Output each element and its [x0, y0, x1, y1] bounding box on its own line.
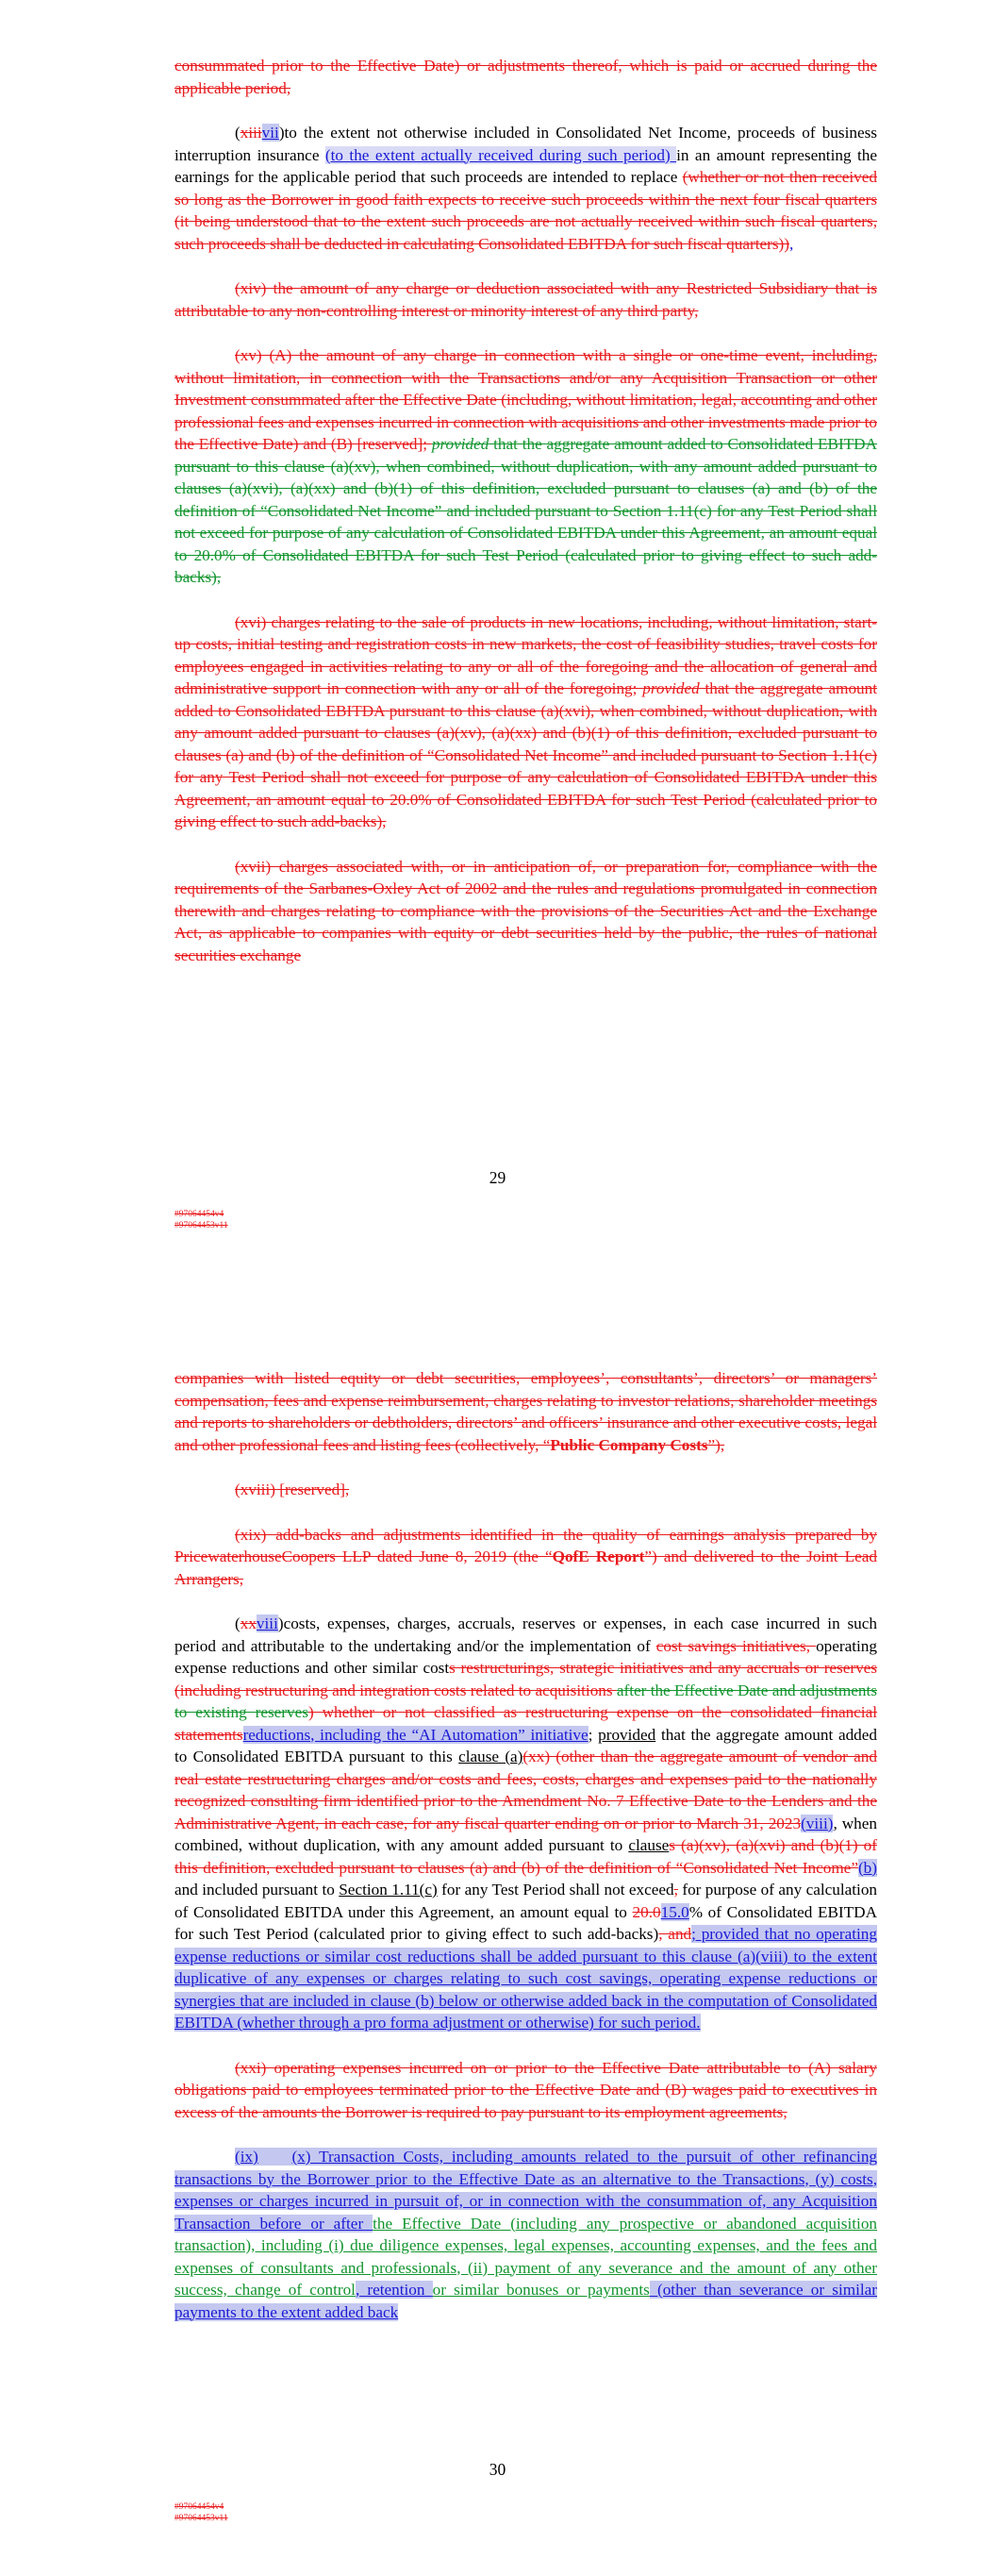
page-number: 30 [489, 2460, 506, 2479]
new-clause-number: (ix) [235, 2148, 258, 2166]
text: clause [628, 1836, 670, 1854]
paragraph-ix [174, 2146, 877, 2323]
deleted-text: , and [658, 1925, 692, 1943]
doc-id: #97064453v11 [174, 2513, 228, 2523]
deleted-text: (xvi) charges relating to the sale of products in new locations, including, without limitation, start-up costs, initial testing and registration costs in new markets, the cost of feasibility studies, travel costs for employees engaged in activities relating to any or all of the foregoing and the allocation of general and administrative support in connection with any or all of the foregoing; [174, 612, 877, 697]
inserted-text: , [788, 234, 794, 253]
text: ( [235, 124, 240, 142]
text: provided [598, 1725, 656, 1744]
text: operating expense reductions and other similar cost [174, 1636, 877, 1677]
text: that the aggregate amount added to Consolidated EBITDA pursuant to this [174, 1725, 877, 1765]
deleted-text: s restructurings, strategic initiatives and any accruals or reserves (including restructuring and integration costs related to acquisitions [174, 1659, 877, 1699]
deleted-text: (xvii) charges associated with, or in anticipation of, or preparation for, compliance with the requirements of the Sarbanes-Oxley Act of 2002 and the rules and regulations promulgated in connection therewith and charges relating to compliance with the provisions of the Securities Act and the Exchange Act, as applicable to companies with equity or debt securities held by the public, the rules of national securities exchange [174, 857, 877, 964]
old-clause-number: xx [240, 1614, 257, 1632]
deleted-defined-term: Public Company Costs [550, 1435, 708, 1454]
moved-text: that the aggregate amount added to Consolidated EBITDA pursuant to this clause (a)(xv), when combined, without duplication, with any amount added pursuant to clauses (a)(xvi), (a)(xx) and (b)(1) of this definition, excluded pursuant to clauses (a) and (b) of the definition of “Consolidated Net Income” and included pursuant to Section 1.11(c) for any Test Period shall not exceed for purpose of any calculation of Consolidated EBITDA under this Agreement, an amount equal to 20.0% of Consolidated EBITDA for such Test Period (calculated prior to giving effect to such add-backs), [174, 435, 877, 586]
paragraph-xii-continuation [174, 55, 877, 99]
text: clause (a) [458, 1748, 523, 1765]
old-clause-number: xiii [240, 124, 262, 142]
text: Section 1.11(c) [339, 1881, 438, 1899]
deleted-text: (xxi) operating expenses incurred on or prior to the Effective Date attributable to (A) salary obligations paid to employees terminated prior to the Effective Date and (B) wages paid to executives in excess of the amounts the Borrower is required to pay pursuant to its employment agreements, [174, 2058, 877, 2121]
deleted-text: 20.0 [632, 1902, 661, 1921]
deleted-text: consummated prior to the Effective Date) or adjustments thereof, which is paid or accrued during the applicable period, [174, 57, 877, 97]
paragraph-xv [174, 344, 877, 589]
paragraph-xvii-continuation [174, 1367, 877, 1456]
paragraph-viii [174, 1613, 877, 2034]
paragraph-xvii [174, 856, 877, 967]
new-clause-number: viii [256, 1614, 278, 1632]
deleted-defined-term: QofE Report [552, 1547, 645, 1565]
deleted-text: ; [423, 435, 432, 453]
inserted-text: 15.0 [660, 1902, 689, 1921]
text: in an amount representing the earnings for the applicable period that such proceeds are intended to replace [174, 145, 877, 186]
inserted-text: , retention [355, 2281, 433, 2299]
document-footer [174, 1210, 228, 1231]
new-clause-number: vii [261, 124, 279, 142]
text: , when combined, without duplication, with any amount added pursuant to [174, 1814, 878, 1854]
deleted-text: , [673, 1881, 678, 1899]
paragraph-xiv [174, 277, 877, 322]
deleted-text: s (a)(xv), (a)(xvi) and (b)(1) of this definition, excluded pursuant to clauses (a) and (b) of the definition of “Consolidated Net Income” [174, 1836, 877, 1877]
text: % of Consolidated EBITDA for such Test Period (calculated prior to giving effect to such add-backs) [174, 1902, 877, 1943]
paragraph-xxi [174, 2057, 877, 2124]
inserted-text: (other than severance or similar payments to the extent added back [174, 2281, 877, 2321]
page-number: 29 [489, 1168, 506, 1187]
text: for any Test Period shall not exceed [437, 1881, 674, 1899]
text: and included pursuant to [174, 1881, 340, 1899]
deleted-text: cost savings initiatives, [655, 1636, 817, 1655]
deleted-text: (xiv) the amount of any charge or deduction associated with any Restricted Subsidiary that is attributable to any non-controlling interest or minority interest of any third party, [174, 279, 877, 320]
moved-text: after the Effective Date and adjustments to existing reserves [174, 1681, 877, 1721]
document-footer [174, 2502, 228, 2524]
paragraph-xviii [174, 1479, 877, 1501]
deleted-text: ”), [707, 1435, 725, 1454]
deleted-text: ”) and delivered to the Joint Lead Arrangers, [174, 1547, 877, 1588]
deleted-text: provided [642, 679, 700, 697]
deleted-text: (whether or not then received so long as the Borrower in good faith expects to receive such proceeds within the next four fiscal quarters (it being understood that to the extent such proceeds are not actually received within such fiscal quarters, such proceeds shall be deducted in calculating Consolidated EBITDA for such fiscal quarters)) [174, 168, 877, 253]
deleted-text: (xix) add-backs and adjustments identified in the quality of earnings analysis prepared by PricewaterhouseCoopers LLP dated June 8, 2019 (the “ [174, 1525, 877, 1565]
inserted-text: ; provided that no operating expense reductions or similar cost reductions shall be added pursuant to this clause (a)(viii) to the extent duplicative of any expenses or charges relating to such cost savings, operating expense reductions or synergies that are included in clause (b) below or otherwise added back in the computation of Consolidated EBITDA (whether through a pro forma adjustment or otherwise) for such period. [174, 1925, 877, 2032]
deleted-text: (xv) (A) the amount of any charge in connection with a single or one-time event, including, without limitation, in connection with the Transactions and/or any Acquisition Transaction or other Investment consummated after the Effective Date (including, without limitation, legal, accounting and other professional fees and expenses incurred in connection with acquisitions and other investments made prior to the Effective Date) and (B) [reserved] [174, 346, 877, 453]
inserted-text: (b) [857, 1858, 877, 1877]
spacer [258, 2148, 292, 2166]
text: )costs, expenses, charges, accruals, reserves or expenses, in each case incurred in such period and attributable to the undertaking and/or the implementation of [174, 1614, 877, 1655]
text: ( [235, 1614, 240, 1632]
inserted-text: reductions, including the “AI Automation” initiative [242, 1725, 589, 1744]
inserted-text: (viii) [801, 1814, 834, 1832]
paragraph-xvi [174, 611, 877, 833]
paragraph-vii [174, 122, 877, 255]
doc-id: #97064454v4 [174, 1210, 224, 1219]
moved-text: provided [431, 435, 489, 453]
text: for purpose of any calculation of Consolidated EBITDA under this Agreement, an amount equal to [174, 1881, 878, 1921]
deleted-text: (xx) (other than the aggregate amount of vendor and real estate restructuring charges and/or costs and fees, costs, charges and expenses paid to the nationally recognized consulting firm identified prior to the Amendment No. 7 Effective Date to the Lenders and the Administrative Agent, in each case, for any fiscal quarter ending on or prior to March 31, 2023 [174, 1748, 877, 1832]
doc-id: #97064454v4 [174, 2502, 224, 2512]
deleted-text: that the aggregate amount added to Consolidated EBITDA pursuant to this clause (a)(xvi), when combined, without duplication, with any amount added pursuant to clauses (a)(xv), (a)(xx) and (b)(1) of this definition, excluded pursuant to clauses (a) and (b) of the definition of “Consolidated Net Income” and included pursuant to Section 1.11(c) for any Test Period shall not exceed for purpose of any calculation of Consolidated EBITDA under this Agreement, an amount equal to 20.0% of Consolidated EBITDA for such Test Period (calculated prior to giving effect to such add-backs), [174, 679, 877, 830]
text: )to the extent not otherwise included in Consolidated Net Income, proceeds of business interruption insurance [174, 124, 877, 164]
page-30-body [174, 1367, 877, 2346]
inserted-text: (x) Transaction Costs, including amounts related to the pursuit of other refinancing transactions by the Borrower prior to the Effective Date as an alternative to the Transactions, (y) costs, expenses or charges incurred in pursuit of, or in connection with the consummation of, any Acquisition Transaction before or after [174, 2148, 878, 2233]
text: ; [588, 1725, 599, 1744]
moved-text: or similar bonuses or payments [432, 2281, 650, 2299]
deleted-text: companies with listed equity or debt securities, employees’, consultants’, directors’ or managers’ compensation, fees and expense reimbursement, charges relating to investor relations, shareholder meetings and reports to shareholders or debtholders, directors’ and officers’ insurance and other executive costs, legal and other professional fees and listing fees (collectively, “ [174, 1369, 877, 1454]
doc-id: #97064453v11 [174, 1220, 228, 1230]
page-29-body [174, 55, 877, 989]
paragraph-xix [174, 1524, 877, 1591]
inserted-text: (to the extent actually received during such period) [324, 145, 677, 164]
deleted-text: (xviii) [reserved], [235, 1480, 350, 1498]
moved-text: the Effective Date (including any prospective or abandoned acquisition transaction), including (i) due diligence expenses, legal expenses, accounting expenses, and the fees and expenses of consultants and professionals, (ii) payment of any severance and the amount of any other success, change of control [174, 2214, 878, 2299]
deleted-text: ) whether or not classified as restructuring expense on the consolidated financial statements [174, 1703, 877, 1744]
page-30 [0, 1288, 995, 2576]
